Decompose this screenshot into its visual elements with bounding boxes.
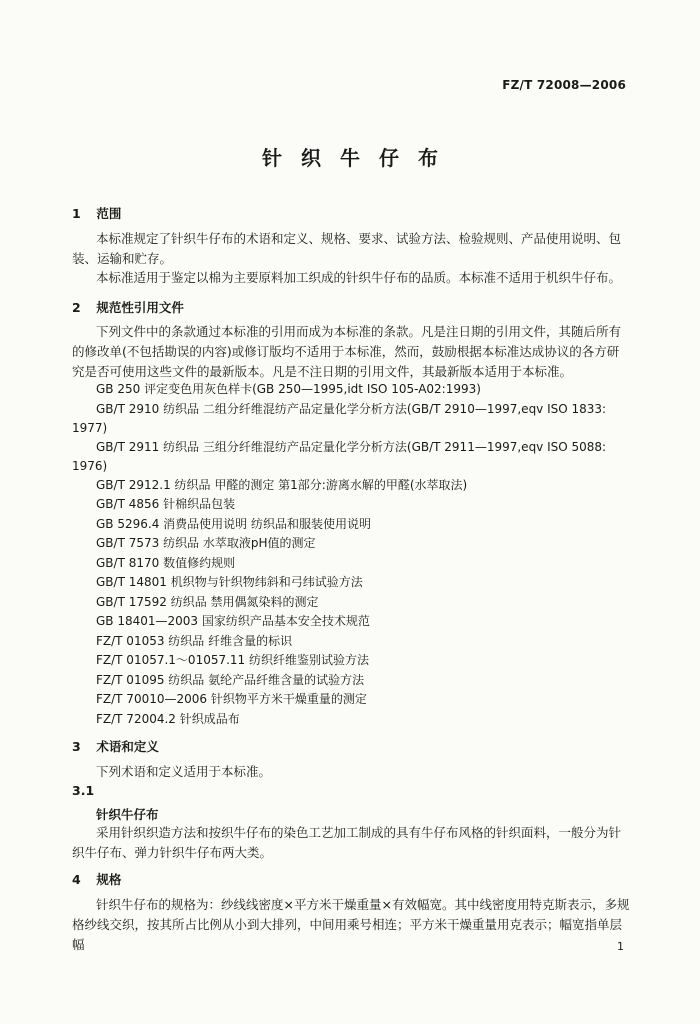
section-number: 1: [72, 206, 81, 221]
section-title: 规范性引用文件: [96, 300, 184, 315]
reference-text: GB/T 2912.1 纺织品 甲醛的测定 第1部分:游离水解的甲醛(水萃取法): [96, 477, 468, 492]
reference-item: [72, 438, 630, 476]
scope-paragraph-2: 本标准适用于鉴定以棉为主要原料加工织成的针织牛仔布的品质。本标准不适用于机织牛仔布。: [96, 270, 622, 285]
section-2-heading: [72, 298, 184, 316]
reference-item: [96, 690, 630, 710]
section-1-heading: [72, 204, 121, 222]
section-number: 2: [72, 300, 81, 315]
reference-item: [96, 671, 630, 691]
section-title: 术语和定义: [96, 739, 159, 754]
section-number: 3: [72, 739, 81, 754]
reference-text: FZ/T 72004.2 针织成品布: [96, 711, 240, 726]
page-number: 1: [617, 940, 624, 953]
reference-item: [96, 554, 630, 574]
reference-text: GB/T 4856 针棉织品包装: [96, 497, 236, 511]
reference-continuation: 1977): [72, 420, 108, 435]
term-definition: 采用针织织造方法和按织牛仔布的染色工艺加工制成的具有牛仔布风格的针织面料，一般分为针织牛仔布、弹力针织牛仔布两大类。: [72, 825, 622, 860]
reference-text: GB/T 8170 数值修约规则: [96, 555, 236, 570]
reference-item: [96, 380, 630, 400]
standard-code: FZ/T 72008—2006: [502, 78, 626, 92]
reference-text: FZ/T 01053 纺织品 纤维含量的标识: [96, 633, 293, 648]
subsection-number: 3.1: [72, 783, 95, 798]
terms-paragraph: 下列术语和定义适用于本标准。: [96, 764, 272, 779]
reference-list: [72, 380, 630, 729]
reference-item: [96, 612, 630, 632]
reference-text: FZ/T 70010—2006 针织物平方米干燥重量的测定: [96, 692, 367, 706]
reference-item: [96, 593, 630, 613]
reference-item: [96, 476, 630, 496]
page-title: 针织牛仔布: [262, 146, 457, 170]
norm-paragraph: 下列文件中的条款通过本标准的引用而成为本标准的条款。凡是注日期的引用文件，其随后所有的修改单(不包括勘误的内容)或修订版均不适用于本标准，然而，鼓励根据本标准达成协议的各方研究是否可使用这些文件的最新版本。凡是不注日期的引用文件，其最新版本适用于本标准。: [72, 324, 622, 379]
scope-paragraph-1: 本标准规定了针织牛仔布的术语和定义、规格、要求、试验方法、检验规则、产品使用说明、包装、运输和贮存。: [72, 231, 622, 266]
reference-text: FZ/T 01095 纺织品 氨纶产品纤维含量的试验方法: [96, 672, 365, 687]
reference-item: [96, 534, 630, 554]
section-title: 规格: [96, 872, 122, 887]
term-name: 针织牛仔布: [96, 807, 159, 822]
reference-text: GB 18401—2003 国家纺织产品基本安全技术规范: [96, 614, 370, 628]
reference-text: GB/T 2911 纺织品 三组分纤维混纺产品定量化学分析方法(GB/T 2911—1997,eqv ISO 5088:: [96, 439, 607, 454]
reference-text: GB/T 17592 纺织品 禁用偶氮染料的测定: [96, 594, 319, 609]
reference-text: GB 5296.4 消费品使用说明 纺织品和服装使用说明: [96, 516, 371, 531]
reference-item: [72, 400, 630, 438]
reference-item: [96, 573, 630, 593]
reference-text: FZ/T 01057.1～01057.11 纺织纤维鉴别试验方法: [96, 653, 370, 667]
reference-item: [96, 515, 630, 535]
section-number: 4: [72, 872, 81, 887]
reference-text: GB/T 2910 纺织品 二组分纤维混纺产品定量化学分析方法(GB/T 2910—1997,eqv ISO 1833:: [96, 401, 607, 416]
reference-item: [96, 710, 630, 730]
reference-text: GB 250 评定变色用灰色样卡(GB 250—1995,idt ISO 105-A02:1993): [96, 382, 481, 396]
reference-item: [96, 495, 630, 515]
reference-text: GB/T 14801 机织物与针织物纬斜和弓纬试验方法: [96, 575, 363, 589]
reference-text: GB/T 7573 纺织品 水萃取液pH值的测定: [96, 536, 316, 550]
section-4-heading: [72, 870, 121, 888]
section-title: 范围: [96, 206, 122, 221]
reference-item: [96, 651, 630, 671]
reference-item: [96, 632, 630, 652]
spec-paragraph: 针织牛仔布的规格为：纱线线密度×平方米干燥重量×有效幅宽。其中线密度用特克斯表示，多规格纱线交织，按其所占比例从小到大排列，中间用乘号相连；平方米干燥重量用克表示；幅宽指单层幅: [72, 897, 630, 952]
reference-continuation: 1976): [72, 458, 108, 473]
section-3-heading: [72, 737, 159, 755]
